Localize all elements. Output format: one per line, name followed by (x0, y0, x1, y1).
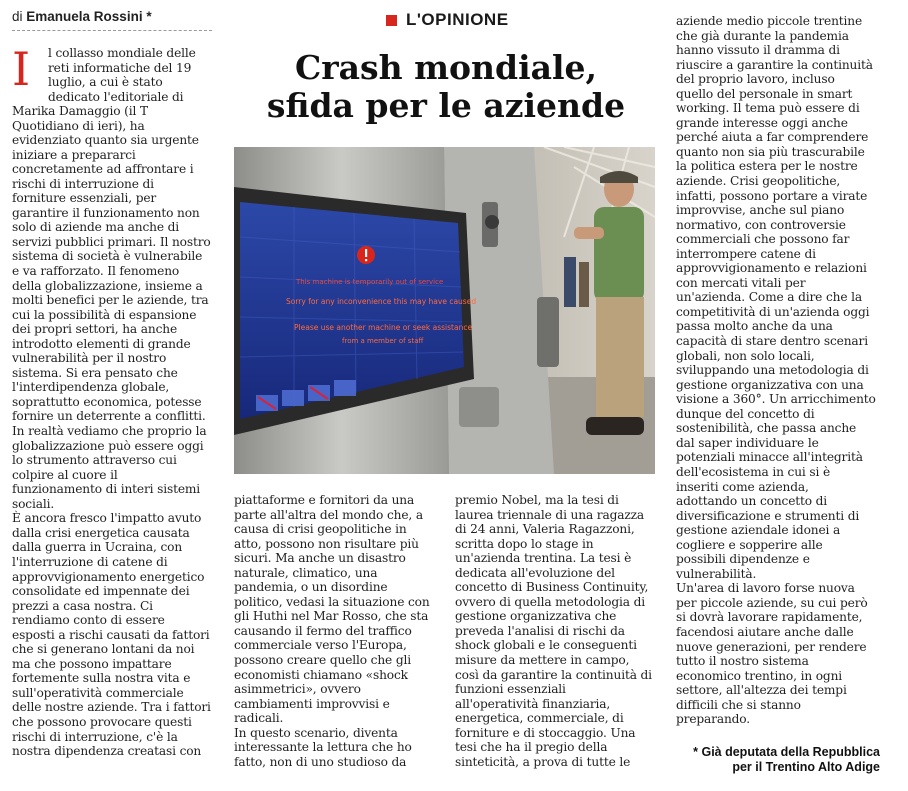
text-line: l collasso mondiale delle (48, 46, 196, 60)
text-line: di 24 anni, Valeria Ragazzoni, (455, 522, 635, 537)
text-line: preparando. (676, 712, 750, 727)
text-line: sull'operatività commerciale (12, 685, 184, 700)
text-line: diversificazione e strumenti di (676, 508, 860, 523)
text-line: l'interdipendenza globale, (12, 380, 170, 395)
screen-message-1: This machine is temporarily out of service (296, 278, 444, 286)
text-line: globali, non solo locali, (676, 348, 815, 363)
text-line: luglio, a cui è stato (48, 75, 163, 90)
text-line: tesi che ha il pregio della (455, 740, 608, 755)
text-line: all'operatività finanziaria, (455, 696, 611, 711)
text-line: rischi di interruzione di (12, 176, 154, 191)
text-line: gestione organizzativa che (455, 609, 617, 624)
headline (240, 49, 652, 125)
text-line: sostenibilità, che passa anche (676, 421, 857, 436)
text-line: garantire il funzionamento non (12, 205, 200, 220)
text-line: fortemente sulla nostra vita e (12, 671, 191, 686)
text-line: commerciali che possono far (676, 232, 850, 247)
text-line: prezzi a casa nostra. Ci (12, 598, 153, 613)
text-line: concetto di Business Continuity, (455, 580, 649, 595)
text-line: dunque del concetto di (676, 406, 815, 421)
text-line: che possono provocare questi (12, 714, 192, 729)
text-line: lo strumento attraverso cui (12, 453, 177, 468)
text-line: politico, vedasi la situazione con (234, 594, 430, 609)
author-footnote (680, 745, 880, 775)
text-line: interessante la lettura che ho (234, 740, 412, 755)
byline (12, 9, 212, 31)
section-square-icon (386, 15, 397, 26)
text-line: scritta dopo lo stage in (455, 536, 594, 551)
text-line: un'azienda trentina. La tesi è (455, 551, 632, 566)
text-line: misure da mettere in campo, (455, 653, 630, 668)
text-line: così da garantire la continuità di (455, 667, 652, 682)
text-line: improvvise, anche sul piano (676, 203, 845, 218)
text-line: inseriti come azienda, (676, 479, 809, 494)
text-line: approvvigionamento energetico (12, 569, 205, 584)
article-column-1 (48, 46, 218, 104)
text-line: soprattutto economica, potesse (12, 394, 202, 409)
text-line: sociali. (12, 496, 55, 511)
text-line: per piccole aziende, su cui però (676, 595, 868, 610)
text-line: evidenziato quanto sia urgente (12, 133, 199, 148)
text-line: gestione organizzativa con una (676, 377, 864, 392)
text-line: rischi di interruzione, c'è la (12, 729, 178, 744)
text-line: settore, all'altezza dei tempi (676, 683, 847, 698)
text-line: sinteticità, a prova di tutte le (455, 754, 631, 769)
headline-line: Crash mondiale, (294, 48, 598, 87)
text-line: sicuri. Ma anche un disastro (234, 551, 406, 566)
text-line: l'interruzione di catene di (12, 554, 168, 569)
text-line: economico trentino, in ogni (676, 668, 843, 683)
text-line: del proprio lavoro, incluso (676, 72, 835, 87)
text-line: premio Nobel, ma la tesi di (455, 493, 619, 507)
text-line: In realtà vediamo che proprio la (12, 424, 207, 439)
text-line: vulnerabilità per il nostro (12, 351, 167, 366)
text-line: nostra dipendenza creatasi con (12, 744, 202, 759)
footnote-line: * Già deputata della Repubblica (693, 745, 880, 759)
text-line: grande interesse oggi anche (676, 115, 848, 130)
text-line: approvvigionamento e relazioni (676, 261, 867, 276)
headline-line: sfida per le aziende (266, 86, 626, 125)
text-line: energetica, commerciale, di (455, 711, 624, 726)
text-line: capacità di stare dentro scenari (676, 334, 868, 349)
photo-illustration (234, 147, 655, 474)
byline-prefix: di (12, 9, 23, 24)
text-line: consolidate ed impennate dei (12, 584, 190, 599)
article-column-3 (455, 493, 665, 769)
text-line: reti informatiche del 19 (48, 60, 192, 75)
text-line: È ancora fresco l'impatto avuto (12, 511, 202, 526)
text-line: shock globali e le conseguenti (455, 638, 637, 653)
article-photo (234, 147, 655, 474)
text-line: che già durante la pandemia (676, 28, 849, 43)
text-line: forniture e di stoccaggio. Una (455, 725, 636, 740)
text-line: quanto non sia più trascurabile (676, 144, 865, 159)
text-line: quello del personale in smart (676, 86, 853, 101)
section-label (386, 9, 616, 31)
text-line: cambiamenti improvvisi e (234, 696, 390, 711)
text-line: ovvero di quella metodologia di (455, 594, 645, 609)
byline-author: Emanuela Rossini * (26, 9, 152, 24)
screen-message-3: Please use another machine or seek assistance (294, 323, 473, 332)
text-line: ma che possono impattare (12, 656, 172, 671)
text-line: sviluppando una metodologia di (676, 363, 869, 378)
screen-message-4: from a member of staff (342, 337, 424, 345)
text-line: commerciale verso l'Europa, (234, 638, 407, 653)
text-line: colpire al cuore il (12, 467, 118, 482)
text-line: dedicato l'editoriale di (48, 89, 184, 104)
text-line: che si generano lontani da noi (12, 642, 195, 657)
text-line: adottando un concetto di (676, 494, 828, 509)
drop-cap: I (12, 42, 31, 96)
text-line: aziende medio piccole trentine (676, 14, 863, 28)
text-line: concretamente ad affrontare i (12, 162, 194, 177)
text-line: riuscire a garantire la continuità (676, 57, 873, 72)
text-line: aziende. Crisi geopolitiche, (676, 174, 841, 189)
text-line: cui la possibilità di espansione (12, 307, 197, 322)
text-line: normativo, con controversie (676, 217, 846, 232)
text-line: tutto il nostro sistema (676, 654, 809, 669)
text-line: dell'ecosistema in cui si è (676, 464, 831, 479)
text-line: pandemia, o un disordine (234, 580, 388, 595)
text-line: vulnerabilità. (676, 566, 757, 581)
text-line: della globalizzazione, insieme a (12, 278, 203, 293)
text-line: infatti, possono portare a virate (676, 188, 868, 203)
text-line: forniture essenziali, per (12, 191, 157, 206)
text-line: parte all'altra del mondo che, a (234, 507, 423, 522)
text-line: un'azienda. Come a dire che la (676, 290, 862, 305)
text-line: perché aiuta a far comprendere (676, 130, 869, 145)
text-line: dalla guerra in Ucraina, con (12, 540, 183, 555)
text-line: introdotto elementi di grande (12, 336, 191, 351)
text-line: cogliere e sopperire alle (676, 537, 823, 552)
article-column-2 (234, 493, 444, 769)
text-line: Marika Damaggio (il T (12, 104, 148, 118)
text-line: asimmetrici», ovvero (234, 682, 361, 697)
text-line: causando il fermo del traffico (234, 623, 412, 638)
text-line: globalizzazione può essere oggi (12, 438, 204, 453)
text-line: sistema. Si era pensato che (12, 365, 178, 380)
text-line: iniziare a prepararci (12, 147, 136, 162)
text-line: dei propri settori, ha anche (12, 322, 178, 337)
article-column-1-continued (12, 104, 218, 759)
text-line: potenziali minacce all'integrità (676, 450, 863, 465)
text-line: fornire un deterrente a conflitti. (12, 409, 206, 424)
text-line: radicali. (234, 711, 284, 726)
text-line: difficili che si stanno (676, 697, 801, 712)
text-line: gestione aziendale idonei a (676, 523, 841, 538)
text-line: dal saper individuare le (676, 435, 819, 450)
text-line: molti benefici per le aziende, tra (12, 293, 209, 308)
text-line: gli Huthi nel Mar Rosso, che sta (234, 609, 429, 624)
text-line: la politica estera per le nostre (676, 159, 858, 174)
text-line: hanno vissuto il dramma di (676, 43, 840, 58)
text-line: esposti a rischi causati da fattori (12, 627, 210, 642)
text-line: laurea triennale di una ragazza (455, 507, 645, 522)
text-line: funzionamento di interi sistemi (12, 482, 201, 497)
text-line: fatto, non di uno studioso da (234, 754, 407, 769)
text-line: possono creare quello che gli (234, 653, 411, 668)
text-line: passa molto anche da una (676, 319, 833, 334)
text-line: atto, possono non risultare più (234, 536, 419, 551)
text-line: working. Il tema può essere di (676, 101, 860, 116)
warning-icon (357, 246, 375, 264)
text-line: si dovrà lavorare rapidamente, (676, 610, 863, 625)
section-label-text: L'OPINIONE (406, 10, 509, 29)
text-line: piattaforme e fornitori da una (234, 493, 415, 507)
text-line: Quotidiano di ieri), ha (12, 118, 145, 133)
text-line: naturale, climatico, una (234, 565, 378, 580)
text-line: facendosi aiutare anche dalle (676, 624, 854, 639)
footnote-line: per il Trentino Alto Adige (732, 760, 880, 774)
text-line: sistema di società è vulnerabile (12, 249, 203, 264)
article-column-4 (676, 14, 882, 727)
text-line: e va rafforzato. Il fenomeno (12, 264, 180, 279)
text-line: dedicata all'evoluzione del (455, 565, 615, 580)
text-line: con mercati vitali per (676, 275, 806, 290)
text-line: Un'area di lavoro forse nuova (676, 581, 855, 596)
text-line: nuove generazioni, per rendere (676, 639, 867, 654)
text-line: possibili dipendenze e (676, 552, 810, 567)
text-line: preveda l'analisi di rischi da (455, 623, 625, 638)
text-line: economisti chiamano «shock (234, 667, 408, 682)
text-line: delle nostre aziende. Tra i fattori (12, 700, 211, 715)
screen-message-2: Sorry for any inconvenience this may have caused (286, 297, 477, 306)
text-line: rendiamo conto di essere (12, 613, 165, 628)
text-line: funzioni essenziali (455, 682, 566, 697)
text-line: interrompere catene di (676, 246, 816, 261)
text-line: servizi pubblici primari. Il nostro (12, 234, 211, 249)
text-line: visione a 360°. Un arricchimento (676, 392, 876, 407)
text-line: In questo scenario, diventa (234, 725, 398, 740)
text-line: dalla crisi energetica causata (12, 525, 190, 540)
text-line: solo di aziende ma anche di (12, 220, 180, 235)
text-line: causa di crisi geopolitiche in (234, 522, 407, 537)
text-line: competitività di un'azienda oggi (676, 304, 870, 319)
